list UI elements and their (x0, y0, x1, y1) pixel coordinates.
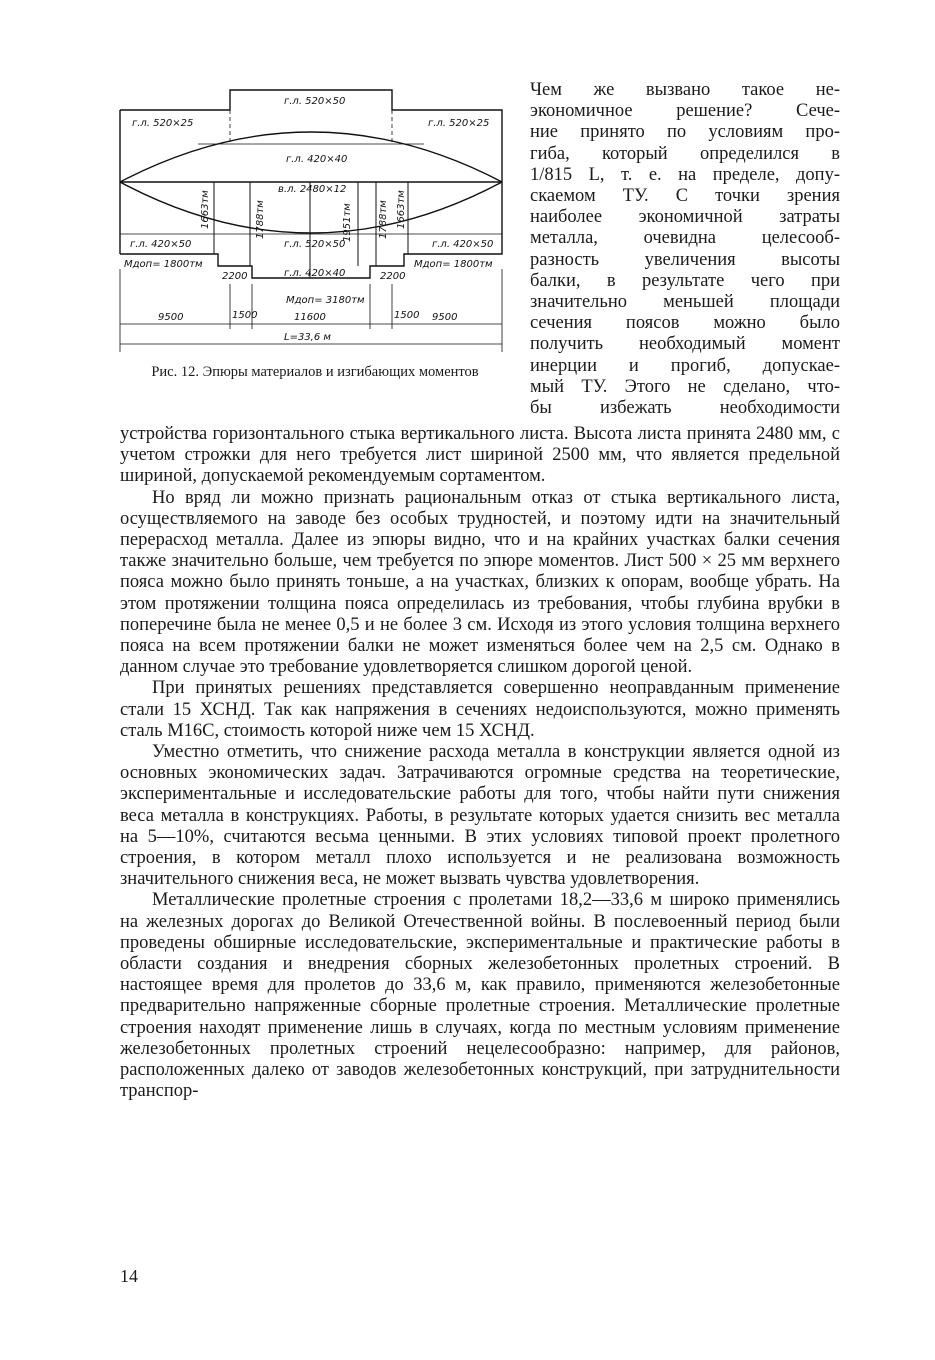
moment-label-2: 1788тм (255, 200, 266, 239)
side-line: наиболее экономичной затраты (530, 207, 840, 228)
side-line: экономичное решение? Сече- (530, 101, 840, 122)
page-number: 14 (120, 1266, 138, 1286)
moment-diagram (118, 84, 510, 366)
side-line: сечения поясов можно было (530, 313, 840, 334)
side-line: инерции и прогиб, допускае- (530, 355, 840, 376)
main-text (120, 424, 840, 1103)
side-column-text (530, 80, 840, 419)
side-line: ние принято по условиям про- (530, 122, 840, 143)
moment-diagram-figure (118, 84, 510, 366)
dim-9500-right: 9500 (432, 312, 458, 323)
label-mid-center: г.л. 420×40 (286, 154, 348, 165)
moment-label-3: 1951тм (342, 203, 353, 242)
paragraph: Металлические пролетные строения с пролетами 18,2—33,6 м широко применялись на железных дорогах до Великой Отечественной войны. В послевоенный период были проведены обширные исследовательские, экспериментальные и практические работы в области создания и внедрения сборных железобетонных пролетных строений. В настоящее время для пролетов до 33,6 м, как правило, применяются железобетонные предварительно напряженные сборные пролетные строения. Металлические пролетные строения находят применение лишь в случаях, когда по местным условиям применение железобетонных пролетных строений нецелесообразно: например, для районов, расположенных далеко от заводов железобетонных конструкций, при затруднительности транспор- (120, 890, 840, 1102)
dim-9500-left: 9500 (158, 312, 184, 323)
dim-2200-left: 2200 (222, 271, 248, 282)
label-m-center: Mдоп= 3180тм (286, 295, 365, 306)
dim-11600: 11600 (294, 312, 326, 323)
paragraph: устройства горизонтального стыка вертикального листа. Высота листа принята 2480 мм, с учетом строжки для него требуется лист шириной 2500 мм, что является предельной шириной, допускаемой рекомендуемым сортаментом. (120, 424, 840, 487)
label-m-right: Mдоп= 1800тм (414, 259, 493, 270)
dim-total-length: L=33,6 м (284, 332, 331, 343)
side-line: 1/815 L, т. е. на пределе, допу- (530, 164, 840, 185)
label-top-right: г.л. 520×25 (428, 118, 490, 129)
side-line: разность увеличения высоты (530, 249, 840, 270)
side-line: получить необходимый момент (530, 334, 840, 355)
paragraph: Но вряд ли можно признать рациональным отказ от стыка вертикального листа, осуществляемого на заводе без особых трудностей, и поэтому идти на значительный перерасход металла. Далее из эпюры видно, что и на крайних участках балки сечения также значительно больше, чем требуется по эпюре моментов. Лист 500 × 25 мм верхнего пояса можно было принять тоньше, а на участках, близких к опорам, вообще убрать. На этом протяжении толщина пояса определилась из требования, чтобы глубина врубки в поперечине была не менее 0,5 и не более 3 см. Исходя из этого условия толщина верхнего пояса на всем протяжении балки не может изменяться более чем на 2,5 см. Однако в данном случае это требование удовлетворяется слишком дорогой ценой. (120, 487, 840, 678)
moment-label-1: 1663тм (200, 190, 211, 229)
side-line: скаемом ТУ. С точки зрения (530, 186, 840, 207)
label-bottom-center: г.л. 420×40 (284, 268, 346, 279)
moment-label-5: 1663тм (396, 190, 407, 229)
side-line: мый ТУ. Этого не сделано, что- (530, 376, 840, 397)
figure-caption: Рис. 12. Эпюры материалов и изгибающих моментов (151, 364, 479, 380)
label-top-left: г.л. 520×25 (132, 118, 194, 129)
label-top-center: г.л. 520×50 (284, 96, 346, 107)
side-line: Чем же вызвано такое не- (530, 80, 840, 100)
label-low-right: г.л. 420×50 (432, 239, 494, 250)
dim-2200-right: 2200 (380, 271, 406, 282)
moment-label-4: 1788тм (378, 200, 389, 239)
label-low-center: г.л. 520×50 (284, 239, 346, 250)
label-low-left: г.л. 420×50 (130, 239, 192, 250)
paragraph: При принятых решениях представляется совершенно неоправданным применение стали 15 ХСНД. Так как напряжения в сечениях недоиспользуются, можно применять сталь М16С, стоимость которой ниже чем 15 ХСНД. (120, 678, 840, 741)
label-web: в.л. 2480×12 (278, 184, 347, 195)
side-line: бы избежать необходимости (530, 398, 840, 419)
side-line: гиба, который определился в (530, 143, 840, 164)
label-m-left: Mдоп= 1800тм (124, 259, 203, 270)
dim-1500-right: 1500 (394, 310, 420, 321)
side-line: металла, очевидна целесооб- (530, 228, 840, 249)
dim-1500-left: 1500 (232, 310, 258, 321)
paragraph: Уместно отметить, что снижение расхода металла в конструкции является одной из основных экономических задач. Затрачиваются огромные средства на теоретические, экспериментальные и исследовательские работы для того, чтобы найти пути снижения веса металла в конструкциях. Работы, в результате которых удается снизить вес металла на 5—10%, считаются весьма ценными. В этих условиях типовой проект пролетного строения, в котором металл плохо используется и не реализована возможность значительного снижения веса, не может вызвать чувства удовлетворения. (120, 742, 840, 890)
side-line: значительно меньшей площади (530, 292, 840, 313)
side-line: балки, в результате чего при (530, 270, 840, 291)
